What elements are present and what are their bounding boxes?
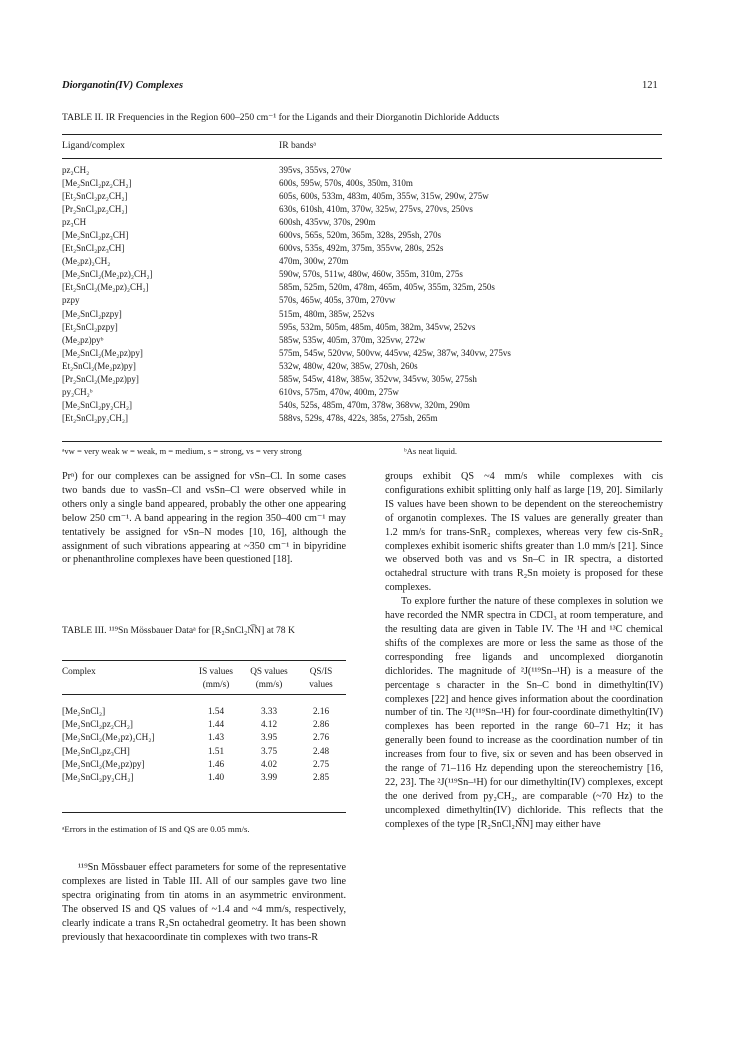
bands-cell: 605s, 600s, 533m, 483m, 405m, 355w, 315w, 290w, 275w [279, 191, 489, 202]
table2-header-bands: IR bandsᵃ [279, 140, 316, 151]
right-column-text [385, 470, 663, 832]
bands-cell: 595s, 532m, 505m, 485m, 405m, 382m, 345vw, 252vs [279, 321, 476, 332]
ligand-cell: [Me₂SnCl₂pz₃CH] [62, 230, 129, 241]
running-head: Diorganotin(IV) Complexes [62, 80, 184, 91]
table-row [62, 294, 662, 307]
ratio-cell: 2.85 [312, 772, 330, 783]
ligand-cell: py₂CH₂ᵇ [62, 386, 93, 397]
ratio-cell: 2.76 [312, 732, 330, 743]
ligand-cell: [Me₂SnCl₂pz₂CH₂] [62, 178, 132, 189]
table-row [62, 255, 662, 268]
qs-cell: 3.33 [260, 706, 278, 716]
is-cell: 1.44 [207, 719, 225, 730]
table-row [62, 164, 662, 177]
table3-body [62, 705, 346, 784]
complex-cell: [Me₂SnCl₂] [62, 706, 106, 716]
table-row [62, 321, 662, 334]
qs-cell: 3.75 [260, 745, 278, 756]
bands-cell: 395vs, 355vs, 270w [279, 165, 352, 175]
bands-cell: 540s, 525s, 485m, 470m, 378w, 368vw, 320m, 290m [279, 399, 470, 410]
table-row [62, 347, 662, 360]
bands-cell: 600s, 595w, 570s, 400s, 350m, 310m [279, 178, 413, 189]
bands-cell: 585w, 545w, 418w, 385w, 352vw, 345vw, 305w, 275sh [279, 373, 477, 384]
is-cell: 1.51 [207, 745, 225, 756]
bands-cell: 588vs, 529s, 478s, 422s, 385s, 275sh, 265m [279, 412, 438, 423]
table2-body [62, 164, 662, 425]
complex-cell: [Me₂SnCl₂(Me₂pz)₂CH₂] [62, 732, 155, 743]
ligand-cell: [Pr₂SnCl₂(Me₂pz)py] [62, 373, 139, 384]
table-row [62, 334, 662, 347]
body-paragraph: To explore further the nature of these complexes in solution we have recorded the NMR spectra in CDCl₃ at room temperature, and the resulting data are given in Table IV. The ¹H and ¹³C chemical shifts of the complexes are more or less the same as those of the corresponding free ligands and uncomplexed diorganotin dichlorides. The magnitude of ²J(¹¹⁹Sn–¹H) is a measure of the percentage s character in the Sn–C bond in dimethyltin(IV) complexes [22] and hence gives information about the coordination number of tin. The ²J(¹¹⁹Sn–¹H) for four-coordinate dimethyltin(IV) complexes has been reported in the range 60–71 Hz; it has generally been found to increase as the coordination number of tin increases from four to five, six or seven and has been observed in the range of 71–116 Hz depending upon the stereochemistry [16, 22, 23]. The ²J(¹¹⁹Sn–¹H) for our dimethyltin(IV) complexes, except the one derived from py₂CH₂, are comparable (~70 Hz) to the uncomplexed dimethyltin(IV) dichloride. This reflects that the complexes of the type [R₂SnCl₂N͡N] may either have [385, 596, 663, 830]
ligand-cell: [Et₂SnCl₂pz₃CH] [62, 243, 125, 254]
bands-cell: 585w, 535w, 405m, 370m, 325vw, 272w [279, 334, 426, 345]
ligand-cell: [Me₂SnCl₂(Me₂pz)₂CH₂] [62, 269, 153, 280]
table-row [62, 229, 662, 242]
table-row [62, 190, 662, 203]
body-paragraph: groups exhibit QS ~4 mm/s while complexes with cis configurations exhibit splitting only half as large [19, 20]. Similarly IS values have been shown to be dependent on the stereochemistry of organotin complexes. The IS values are generally greater than 1.2 mm/s for trans-SnR₂ complexes, whereas very few cis-SnR₂ complexes exhibit isomeric shifts greater than 1.0 mm/s [21]. Since we observed both νas and νs Sn–C in IR spectra, a distorted octahedral structure with trans R₂Sn moiety is proposed for these complexes. [385, 471, 663, 594]
ligand-cell: [Me₂SnCl₂py₂CH₂] [62, 399, 133, 410]
qs-cell: 3.99 [260, 772, 278, 783]
bands-cell: 532w, 480w, 420w, 385w, 270sh, 260s [279, 360, 418, 371]
complex-cell: [Me₂SnCl₂(Me₂pz)py] [62, 758, 145, 769]
ligand-cell: pz₂CH₂ [62, 165, 90, 175]
bands-cell: 630s, 610sh, 410m, 370w, 325w, 275vs, 270vs, 250vs [279, 204, 473, 215]
bands-cell: 590w, 570s, 511w, 480w, 460w, 355m, 310m, 275s [279, 269, 463, 280]
bands-cell: 470m, 300w, 270m [279, 256, 349, 267]
table3-top-rule [62, 660, 346, 661]
table3-header-ratio: QS/IS values [309, 666, 333, 689]
bands-cell: 515m, 480m, 385w, 252vs [279, 308, 375, 319]
ligand-cell: [Et₂SnCl₂py₂CH₂] [62, 412, 129, 423]
bands-cell: 575m, 545w, 520vw, 500vw, 445vw, 425w, 387w, 340vw, 275vs [279, 347, 511, 358]
table2-caption: TABLE II. IR Frequencies in the Region 600–250 cm⁻¹ for the Ligands and their Diorganotin Dichloride Adducts [62, 112, 500, 123]
ligand-cell: [Pr₂SnCl₂pz₂CH₂] [62, 204, 128, 215]
is-cell: 1.54 [207, 706, 225, 716]
table-row [62, 177, 662, 190]
ligand-cell: (Me₂pz)pyᵇ [62, 334, 104, 345]
table2-header-ligand: Ligand/complex [62, 140, 125, 151]
table-row [62, 203, 662, 216]
bands-cell: 600sh, 435vw, 370s, 290m [279, 217, 376, 228]
table3-header-complex: Complex [62, 666, 96, 676]
qs-cell: 4.12 [260, 719, 278, 730]
table3-footnote: ᵃErrors in the estimation of IS and QS are 0.05 mm/s. [62, 824, 250, 834]
table3-header-qs: QS values (mm/s) [250, 666, 288, 689]
qs-cell: 3.95 [260, 732, 278, 743]
page-number: 121 [642, 80, 658, 91]
body-paragraph: ¹¹⁹Sn Mössbauer effect parameters for some of the representative complexes are listed in Table III. All of our samples gave two line spectra originating from tin atoms in an asymmetric environment. The observed IS and QS values of ~1.4 and ~4 mm/s, respectively, clearly indicate a trans R₂Sn octahedral geometry. It has been shown previously that hexacoordinate tin complexes with two trans-R [62, 862, 346, 943]
ratio-cell: 2.48 [312, 745, 330, 756]
table3-header-is: IS values (mm/s) [199, 666, 233, 689]
is-cell: 1.40 [207, 772, 225, 783]
table-row [62, 373, 662, 386]
ligand-cell: [Et₂SnCl₂pzpy] [62, 321, 118, 332]
table2-header-rule [62, 158, 662, 159]
table3-caption: TABLE III. ¹¹⁹Sn Mössbauer Dataᵃ for [R₂SnCl₂N͡N] at 78 K [62, 625, 295, 636]
ratio-cell: 2.16 [312, 706, 330, 716]
bands-cell: 570s, 465w, 405s, 370m, 270vw [279, 295, 396, 306]
ligand-cell: Et₂SnCl₂(Me₂pz)py] [62, 360, 136, 371]
table-row [62, 399, 662, 412]
complex-cell: [Me₂SnCl₂py₂CH₂] [62, 772, 134, 783]
is-cell: 1.46 [207, 758, 225, 769]
ligand-cell: pzpy [62, 295, 80, 306]
table-row [62, 412, 662, 425]
table-row [62, 242, 662, 255]
table-row [62, 281, 662, 294]
table-row [62, 216, 662, 229]
table-row [62, 360, 662, 373]
is-cell: 1.43 [207, 732, 225, 743]
table2-bottom-rule [62, 441, 662, 442]
table-row [62, 386, 662, 399]
ratio-cell: 2.75 [312, 758, 330, 769]
body-paragraph: Prⁿ) for our complexes can be assigned for νSn–Cl. In some cases two bands due to νasSn–Cl and νsSn–Cl were observed while in others only a single band appeared, probably the other one appearing below 250 cm⁻¹. A band appearing in the region 350–400 cm⁻¹ may tentatively be assigned for νSn–N modes [10, 16], although the assignment of such vibrations appearing at ~350 cm⁻¹ in bipyridine or phenanthroline complexes have been questioned [18]. [62, 471, 346, 566]
complex-cell: [Me₂SnCl₂pz₃CH] [62, 745, 130, 756]
qs-cell: 4.02 [260, 758, 278, 769]
ligand-cell: [Et₂SnCl₂pz₂CH₂] [62, 191, 128, 202]
ligand-cell: [Me₂SnCl₂(Me₂pz)py] [62, 347, 143, 358]
complex-cell: [Me₂SnCl₂pz₂CH₂] [62, 719, 133, 730]
bands-cell: 610vs, 575m, 470w, 400m, 275w [279, 386, 399, 397]
table-row [62, 268, 662, 281]
table2-top-rule [62, 134, 662, 135]
table2-footnote-b: ᵇAs neat liquid. [404, 446, 458, 456]
ratio-cell: 2.86 [312, 719, 330, 730]
bands-cell: 600vs, 565s, 520m, 365m, 328s, 295sh, 270s [279, 230, 442, 241]
table3-bottom-rule [62, 812, 346, 813]
table2-footnote-a: ᵃvw = very weak w = weak, m = medium, s = strong, vs = very strong [62, 446, 302, 456]
left-column-text [62, 470, 346, 567]
table3-header-rule [62, 694, 346, 695]
ligand-cell: [Et₂SnCl₂(Me₂pz)₂CH₂] [62, 282, 149, 293]
bands-cell: 600vs, 535s, 492m, 375m, 355vw, 280s, 252s [279, 243, 444, 254]
table-row [62, 308, 662, 321]
table3-header [62, 665, 346, 690]
ligand-cell: pz₃CH [62, 217, 87, 228]
ligand-cell: (Me₂pz)₂CH₂ [62, 256, 111, 267]
bands-cell: 585m, 525m, 520m, 478m, 465m, 405w, 355m, 325m, 250s [279, 282, 495, 293]
ligand-cell: [Me₂SnCl₂pzpy] [62, 308, 122, 319]
left-column-text-lower [62, 861, 346, 944]
